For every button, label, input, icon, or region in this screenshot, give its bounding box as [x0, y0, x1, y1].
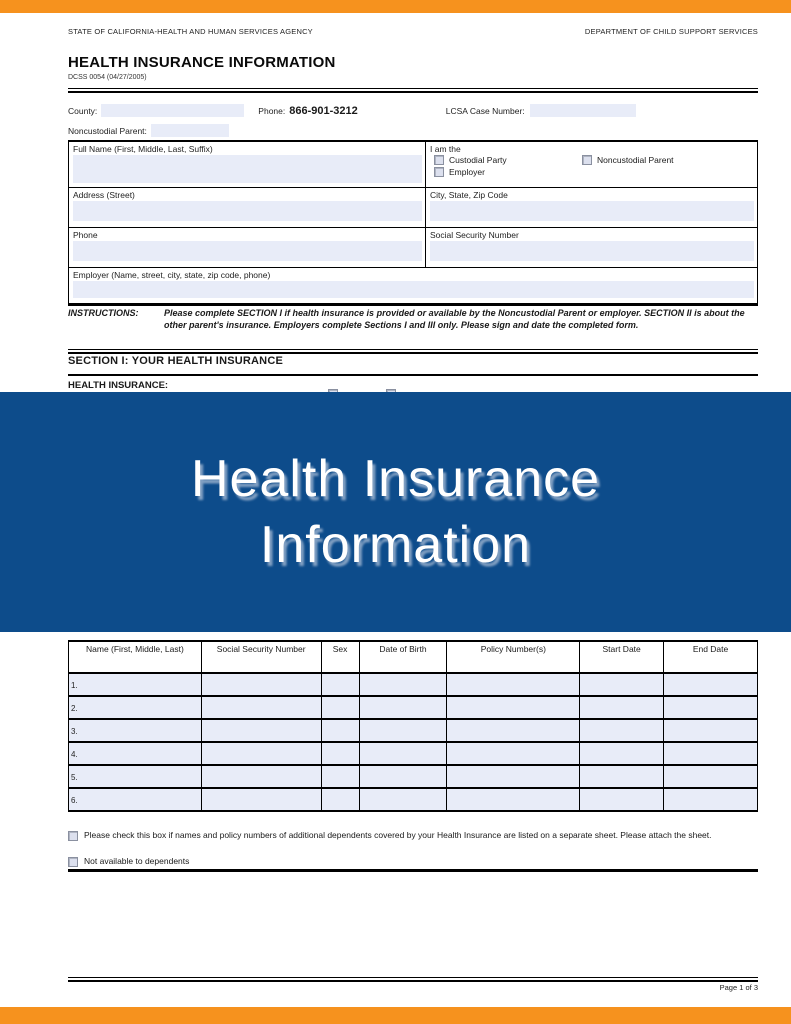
city-state-zip-label: City, State, Zip Code: [430, 189, 508, 200]
custodial-party-checkbox[interactable]: [434, 155, 444, 165]
party-phone-label: Phone: [73, 229, 98, 240]
dep-start-input[interactable]: [580, 788, 664, 811]
employer-cell: [69, 267, 758, 304]
noncustodial-parent-row: [68, 124, 229, 137]
role-options: [430, 155, 754, 177]
dep-end-input[interactable]: [664, 765, 758, 788]
dep-sex-input[interactable]: [321, 788, 359, 811]
bottom-orange-border: [0, 1007, 791, 1024]
dep-name-input[interactable]: [69, 788, 202, 811]
footer-divider: [68, 977, 758, 982]
page-title: HEALTH INSURANCE INFORMATION: [68, 54, 336, 71]
phone-cell: [69, 227, 426, 267]
full-name-label: Full Name (First, Middle, Last, Suffix): [73, 144, 213, 154]
noncustodial-parent-option-label: Noncustodial Parent: [597, 155, 674, 165]
dep-start-input[interactable]: [580, 742, 664, 765]
dep-start-input[interactable]: [580, 719, 664, 742]
noncustodial-parent-input[interactable]: [151, 124, 229, 137]
title-overlay-banner: [0, 392, 791, 632]
employer-option-label: Employer: [449, 167, 485, 177]
noncustodial-parent-checkbox[interactable]: [582, 155, 592, 165]
phone-value: 866-901-3212: [289, 104, 358, 117]
table-row: [69, 788, 758, 811]
health-insurance-label: HEALTH INSURANCE:: [68, 380, 169, 391]
table-row: [69, 673, 758, 696]
lcsa-case-number-input[interactable]: [530, 104, 636, 117]
city-state-zip-cell: [426, 187, 758, 227]
additional-sheet-text: Please check this box if names and policy numbers of additional dependents covered by your Health Insurance are listed on a separate sheet. Please attach the sheet.: [84, 830, 712, 840]
full-name-cell: [69, 141, 426, 187]
col-header-ssn: Social Security Number: [201, 641, 321, 673]
address-cell: [69, 187, 426, 227]
dep-start-input[interactable]: [580, 673, 664, 696]
role-option-custodial-party[interactable]: [434, 155, 582, 165]
dep-name-input[interactable]: [69, 696, 202, 719]
dep-dob-input[interactable]: [359, 765, 447, 788]
row-number: 6.: [71, 796, 78, 805]
noncustodial-parent-label: Noncustodial Parent:: [68, 125, 147, 136]
notes-divider: [68, 869, 758, 872]
additional-sheet-checkbox[interactable]: [68, 831, 78, 841]
col-header-end-date: End Date: [664, 641, 758, 673]
col-header-sex: Sex: [321, 641, 359, 673]
ssn-cell: [426, 227, 758, 267]
table-row: [69, 719, 758, 742]
dep-dob-input[interactable]: [359, 673, 447, 696]
dep-policy-input[interactable]: [447, 788, 580, 811]
section-1-underline: [68, 374, 758, 376]
col-header-dob: Date of Birth: [359, 641, 447, 673]
ssn-label: Social Security Number: [430, 229, 519, 240]
employer-input[interactable]: [73, 281, 754, 298]
section-divider: [68, 349, 758, 354]
employer-label: Employer (Name, street, city, state, zip code, phone): [73, 269, 271, 280]
custodial-party-label: Custodial Party: [449, 155, 507, 165]
row-number: 4.: [71, 750, 78, 759]
dep-policy-input[interactable]: [447, 673, 580, 696]
dep-dob-input[interactable]: [359, 719, 447, 742]
row-number: 2.: [71, 704, 78, 713]
section-1-heading: SECTION I: YOUR HEALTH INSURANCE: [68, 355, 284, 367]
address-input[interactable]: [73, 201, 422, 221]
dep-ssn-input[interactable]: [201, 765, 321, 788]
phone-label: Phone:: [258, 105, 286, 116]
instructions-block: [68, 308, 758, 331]
employer-checkbox[interactable]: [434, 167, 444, 177]
dep-sex-input[interactable]: [321, 719, 359, 742]
dep-sex-input[interactable]: [321, 673, 359, 696]
party-phone-input[interactable]: [73, 241, 422, 261]
dependents-header-row: [69, 641, 758, 673]
col-header-policy: Policy Number(s): [447, 641, 580, 673]
dep-policy-input[interactable]: [447, 765, 580, 788]
dep-ssn-input[interactable]: [201, 719, 321, 742]
full-name-input[interactable]: [73, 155, 422, 183]
county-label: County:: [68, 105, 98, 116]
dep-ssn-input[interactable]: [201, 742, 321, 765]
row-number: 1.: [71, 681, 78, 690]
dep-end-input[interactable]: [664, 788, 758, 811]
col-header-name: Name (First, Middle, Last): [69, 641, 202, 673]
dep-sex-input[interactable]: [321, 765, 359, 788]
dep-policy-input[interactable]: [447, 742, 580, 765]
dep-dob-input[interactable]: [359, 742, 447, 765]
dep-name-input[interactable]: [69, 719, 202, 742]
agency-left-label: STATE OF CALIFORNIA-HEALTH AND HUMAN SERVICES AGENCY: [68, 27, 313, 36]
dep-name-input[interactable]: [69, 742, 202, 765]
dep-end-input[interactable]: [664, 742, 758, 765]
city-state-zip-input[interactable]: [430, 201, 754, 221]
form-number: DCSS 0054 (04/27/2005): [68, 74, 147, 81]
role-option-employer[interactable]: [434, 167, 582, 177]
role-option-noncustodial-parent[interactable]: [582, 155, 754, 165]
dependents-table: [68, 640, 758, 812]
col-header-start-date: Start Date: [580, 641, 664, 673]
dep-end-input[interactable]: [664, 719, 758, 742]
instructions-text: Please complete SECTION I if health insurance is provided or available by the Noncustodial Parent or employer. SECTION II is about the other parent's insurance. Employers complete Sections I and III only. Please sign and date the completed form.: [164, 308, 745, 330]
dep-start-input[interactable]: [580, 765, 664, 788]
additional-sheet-note: [68, 830, 758, 841]
row-number: 3.: [71, 727, 78, 736]
dep-sex-input[interactable]: [321, 742, 359, 765]
table-row: [69, 765, 758, 788]
row-number: 5.: [71, 773, 78, 782]
i-am-the-label: I am the: [430, 144, 461, 154]
dep-ssn-input[interactable]: [201, 696, 321, 719]
agency-right-label: DEPARTMENT OF CHILD SUPPORT SERVICES: [584, 27, 758, 36]
dep-name-input[interactable]: [69, 673, 202, 696]
banner-title-line-1: Health Insurance: [190, 450, 601, 508]
dep-dob-input[interactable]: [359, 788, 447, 811]
table-row: [69, 742, 758, 765]
dep-sex-input[interactable]: [321, 696, 359, 719]
lcsa-case-number-label: LCSA Case Number:: [445, 105, 525, 116]
top-orange-border: [0, 0, 791, 13]
dep-dob-input[interactable]: [359, 696, 447, 719]
banner-title-line-2: Information: [259, 516, 532, 574]
dep-start-input[interactable]: [580, 696, 664, 719]
ssn-input[interactable]: [430, 241, 754, 261]
dep-ssn-input[interactable]: [201, 788, 321, 811]
i-am-the-cell: [426, 141, 758, 187]
party-info-table: [68, 140, 758, 306]
county-input[interactable]: [101, 104, 244, 117]
dep-policy-input[interactable]: [447, 719, 580, 742]
address-label: Address (Street): [73, 189, 135, 200]
not-available-note: [68, 856, 758, 867]
dep-end-input[interactable]: [664, 696, 758, 719]
case-info-row: [68, 104, 758, 117]
agency-header: [68, 27, 758, 36]
page-number: Page 1 of 3: [719, 983, 758, 992]
header-divider: [68, 88, 758, 93]
dep-policy-input[interactable]: [447, 696, 580, 719]
dep-ssn-input[interactable]: [201, 673, 321, 696]
table-row: [69, 696, 758, 719]
dep-name-input[interactable]: [69, 765, 202, 788]
instructions-label: INSTRUCTIONS:: [68, 308, 139, 318]
not-available-checkbox[interactable]: [68, 857, 78, 867]
dep-end-input[interactable]: [664, 673, 758, 696]
not-available-text: Not available to dependents: [84, 856, 190, 866]
